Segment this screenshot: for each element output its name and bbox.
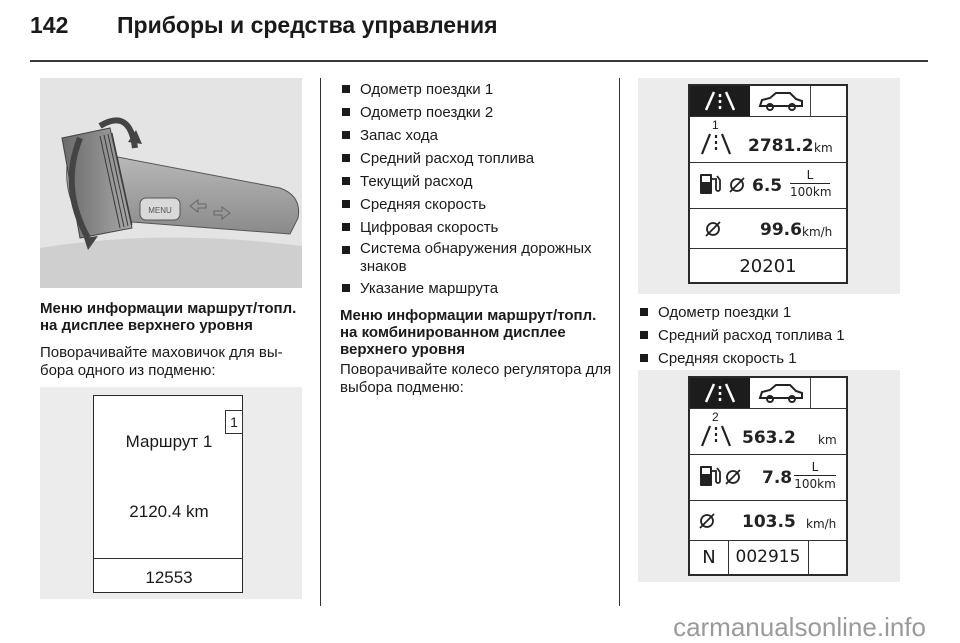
combined-display-2-photo	[638, 370, 900, 582]
combined-display-1-photo	[638, 78, 900, 294]
car-icon	[750, 378, 810, 408]
avg-fuel-value: 6.5	[752, 176, 783, 196]
combined-display-2	[688, 376, 848, 576]
list-item: Система обнаружения дорожных знаков	[340, 240, 615, 276]
list-item: Одометр поездки 1	[638, 302, 928, 323]
menu-button-label: MENU	[148, 206, 172, 215]
speed-unit: km/h	[806, 517, 837, 531]
trip-distance: 2120.4 km	[129, 502, 209, 521]
list-item: Запас хода	[340, 125, 615, 146]
car-icon	[750, 86, 810, 116]
speed-unit: km/h	[802, 225, 833, 239]
trip-index: 1	[712, 118, 719, 132]
column-divider-left	[320, 78, 321, 606]
gear-indicator: N	[690, 541, 729, 574]
road-icon	[698, 422, 734, 448]
fuel-unit-top: L	[806, 168, 814, 182]
trip-corner-badge: 1	[225, 410, 243, 434]
avg-fuel-value: 7.8	[762, 468, 793, 488]
list-item: Одометр поездки 1	[340, 79, 615, 100]
col2-menu-list	[340, 79, 615, 301]
list-item: Указание маршрута	[340, 278, 615, 299]
distance-unit: km	[818, 433, 837, 447]
col1-paragraph: Поворачивайте маховичок для вы- бора одного из подменю:	[40, 344, 283, 379]
combined-display-1	[688, 84, 848, 284]
list-item: Цифровая скорость	[340, 217, 615, 238]
list-item: Средняя скорость	[340, 194, 615, 215]
average-icon	[704, 220, 722, 238]
trip-mode-tab	[690, 378, 750, 408]
fuel-unit	[794, 460, 836, 491]
trip-odometer: 12553	[145, 568, 193, 587]
road-icon	[690, 86, 750, 116]
trip-display	[93, 395, 243, 593]
steering-stalk-illustration	[40, 78, 302, 288]
trip-divider	[94, 558, 242, 559]
distance-unit: km	[814, 141, 833, 155]
stalk-photo	[40, 78, 302, 288]
trip-distance-value: 2781.2	[748, 136, 814, 156]
list-item: Текущий расход	[340, 171, 615, 192]
list-item: Одометр поездки 2	[340, 102, 615, 123]
fuel-pump-icon	[698, 170, 722, 196]
page-number: 142	[30, 12, 69, 38]
col3-menu-list	[638, 302, 928, 371]
average-icon	[728, 176, 746, 194]
avg-speed-value: 103.5	[742, 512, 796, 532]
header-rule	[30, 60, 928, 62]
trip-display-photo	[40, 387, 302, 599]
road-icon	[698, 130, 734, 156]
odometer: 002915	[728, 541, 809, 574]
list-item: Средняя скорость 1	[638, 348, 928, 369]
col1-heading: Меню информации маршрут/топл. на дисплее верхнего уровня	[40, 300, 297, 334]
trip-mode-tab	[690, 86, 750, 116]
trip-index: 2	[712, 410, 719, 424]
fuel-pump-icon	[698, 462, 722, 488]
vehicle-info-tab	[750, 86, 811, 116]
col2-paragraph: Поворачивайте колесо регулятора для выбора подменю:	[340, 361, 612, 396]
avg-speed-value: 99.6	[760, 220, 802, 240]
page-title: Приборы и средства управления	[117, 12, 498, 38]
vehicle-info-tab	[750, 378, 811, 408]
column-divider-right	[619, 78, 620, 606]
odometer: 20201	[739, 256, 797, 277]
fuel-unit-bottom: 100km	[790, 185, 832, 199]
trip-title: Маршрут 1	[125, 432, 213, 451]
watermark: carmanualsonline.info	[673, 612, 926, 642]
average-icon	[724, 468, 742, 486]
average-icon	[698, 512, 716, 530]
fuel-unit-bottom: 100km	[794, 477, 836, 491]
list-item: Средний расход топлива 1	[638, 325, 928, 346]
col2-heading: Меню информации маршрут/топл. на комбинированном дисплее верхнего уровня	[340, 307, 597, 358]
fuel-unit	[790, 168, 830, 199]
fuel-unit-top: L	[811, 460, 819, 474]
road-icon	[690, 378, 750, 408]
trip-distance-value: 563.2	[742, 428, 796, 448]
list-item: Средний расход топлива	[340, 148, 615, 169]
